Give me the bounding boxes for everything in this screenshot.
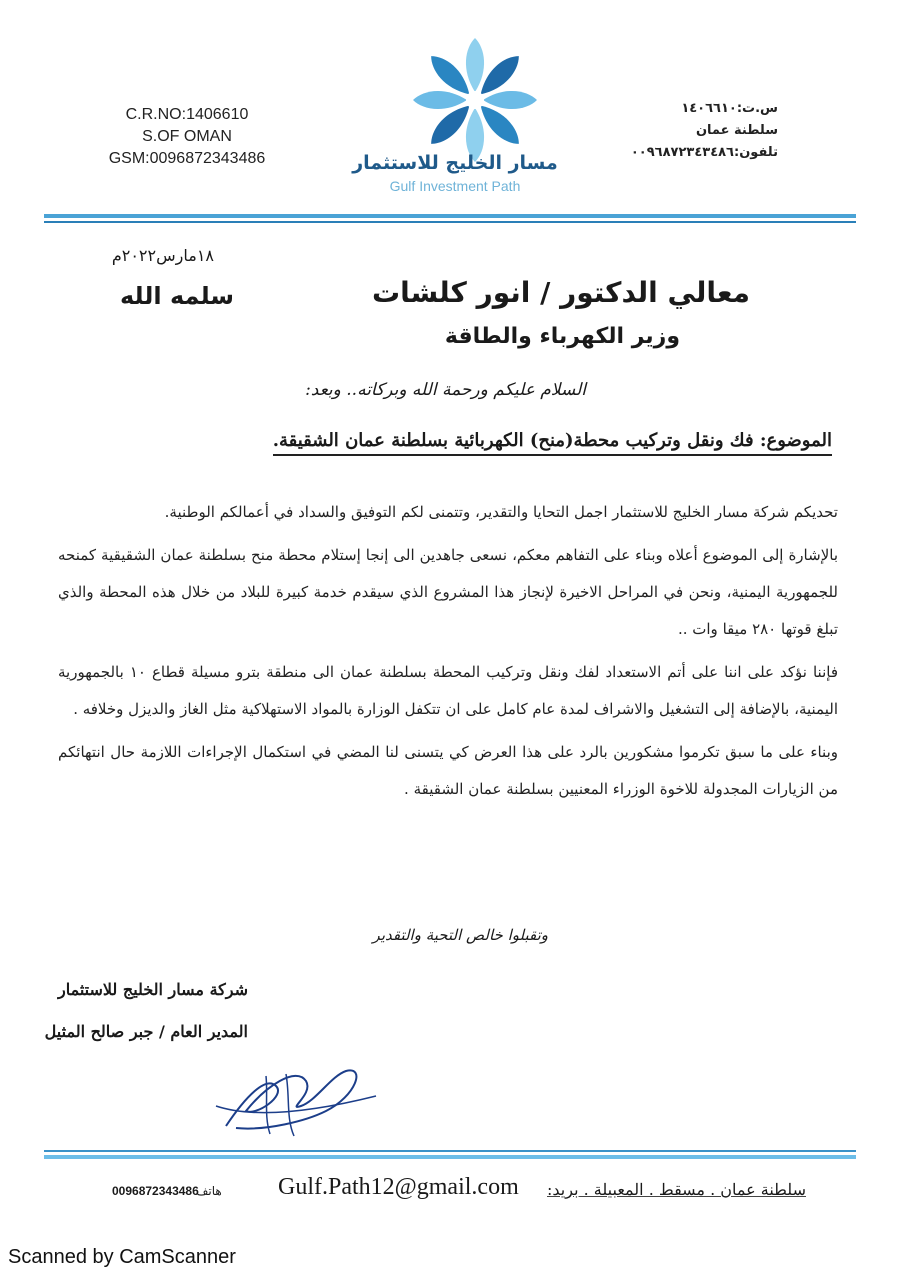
header-rule-thin bbox=[44, 221, 856, 223]
paragraph: بالإشارة إلى الموضوع أعلاه وبناء على التفاهم معكم، نسعى جاهدين الى إنجا إستلام محطة منح بسلطنة عمان الشقيقية كمنحه للجمهورية اليمنية، ونحن في المراحل الاخيرة لإنجاز هذا المشروع الذي سيقدم خدمة كبيرة للبلاد من خلال هذه المحطة والذي تبلغ قوتها ٢٨٠ ميقا وات .. bbox=[58, 546, 838, 638]
gsm-number: GSM:0096872343486 bbox=[108, 150, 266, 167]
closing-line: وتقبلوا خالص التحية والتقدير bbox=[372, 926, 548, 944]
signatory-company: شركة مسار الخليج للاستثمار bbox=[57, 980, 248, 999]
cr-number-ar: س.ت:١٤٠٦٦١٠ bbox=[681, 101, 778, 116]
recipient-name: معالي الدكتور / انور كلشات bbox=[371, 276, 750, 309]
paragraph: وبناء على ما سبق تكرموا مشكورين بالرد على هذا العرض كي يتسنى لنا المضي في استكمال الإجراءات اللازمة حال انتهائكم من الزيارات المجدولة للاخوة الوزراء المعنيين بسلطنة عمان الشقيقة . bbox=[58, 743, 838, 798]
letter-body bbox=[58, 494, 838, 808]
greeting: السلام عليكم ورحمة الله وبركاته.. وبعد: bbox=[305, 380, 586, 400]
logo-name-ar: مسار الخليج للاستثمار bbox=[352, 152, 558, 174]
footer-rule bbox=[44, 1155, 856, 1159]
salutation-tag: سلمه الله bbox=[120, 282, 234, 310]
signatory-name: المدير العام / جبر صالح المثيل bbox=[44, 1022, 248, 1041]
country: S.OF OMAN bbox=[142, 128, 232, 145]
footer-address: سلطنة عمان . مسقط . المعبيلة . بريد: bbox=[547, 1180, 806, 1199]
recipient-title: وزير الكهرباء والطاقة bbox=[444, 324, 680, 349]
footer-rule-thin bbox=[44, 1150, 856, 1152]
phone-ar: تلفون:٠٠٩٦٨٧٢٣٤٣٤٨٦ bbox=[630, 145, 778, 160]
scanner-watermark: Scanned by CamScanner bbox=[8, 1246, 236, 1268]
footer-phone: 0096872343486 bbox=[112, 1184, 199, 1198]
footer-email[interactable]: Gulf.Path12@gmail.com bbox=[278, 1174, 519, 1200]
cr-number: C.R.NO:1406610 bbox=[125, 106, 249, 123]
footer-phone-label: هاتف bbox=[196, 1184, 222, 1198]
country-ar: سلطنة عمان bbox=[695, 123, 778, 138]
letter-date: ١٨مارس٢٠٢٢م bbox=[111, 246, 214, 265]
paragraph: تحديكم شركة مسار الخليج للاستثمار اجمل التحايا والتقدير، وتتمنى لكم التوفيق والسداد في أعمالكم الوطنية. bbox=[164, 503, 838, 521]
header-left-block bbox=[92, 104, 282, 170]
paragraph: فإننا نؤكد على اننا على أتم الاستعداد لفك ونقل وتركيب المحطة بسلطنة عمان الى منطقة بترو مسيلة قطاع ١٠ بالجمهورية اليمنية، بالإضافة إلى التشغيل والاشراف لمدة عام كامل على ان تتكفل الوزارة بالمواد الاستهلاكية مثل الغاز والديزل وخلافه . bbox=[58, 663, 838, 718]
subject-line: الموضوع: فك ونقل وتركيب محطة(منح) الكهربائية بسلطنة عمان الشقيقة. bbox=[273, 430, 832, 456]
signature-icon bbox=[206, 1056, 386, 1146]
header-rule bbox=[44, 214, 856, 218]
logo-name-en: Gulf Investment Path bbox=[389, 178, 521, 194]
flower-logo-icon bbox=[380, 30, 570, 200]
